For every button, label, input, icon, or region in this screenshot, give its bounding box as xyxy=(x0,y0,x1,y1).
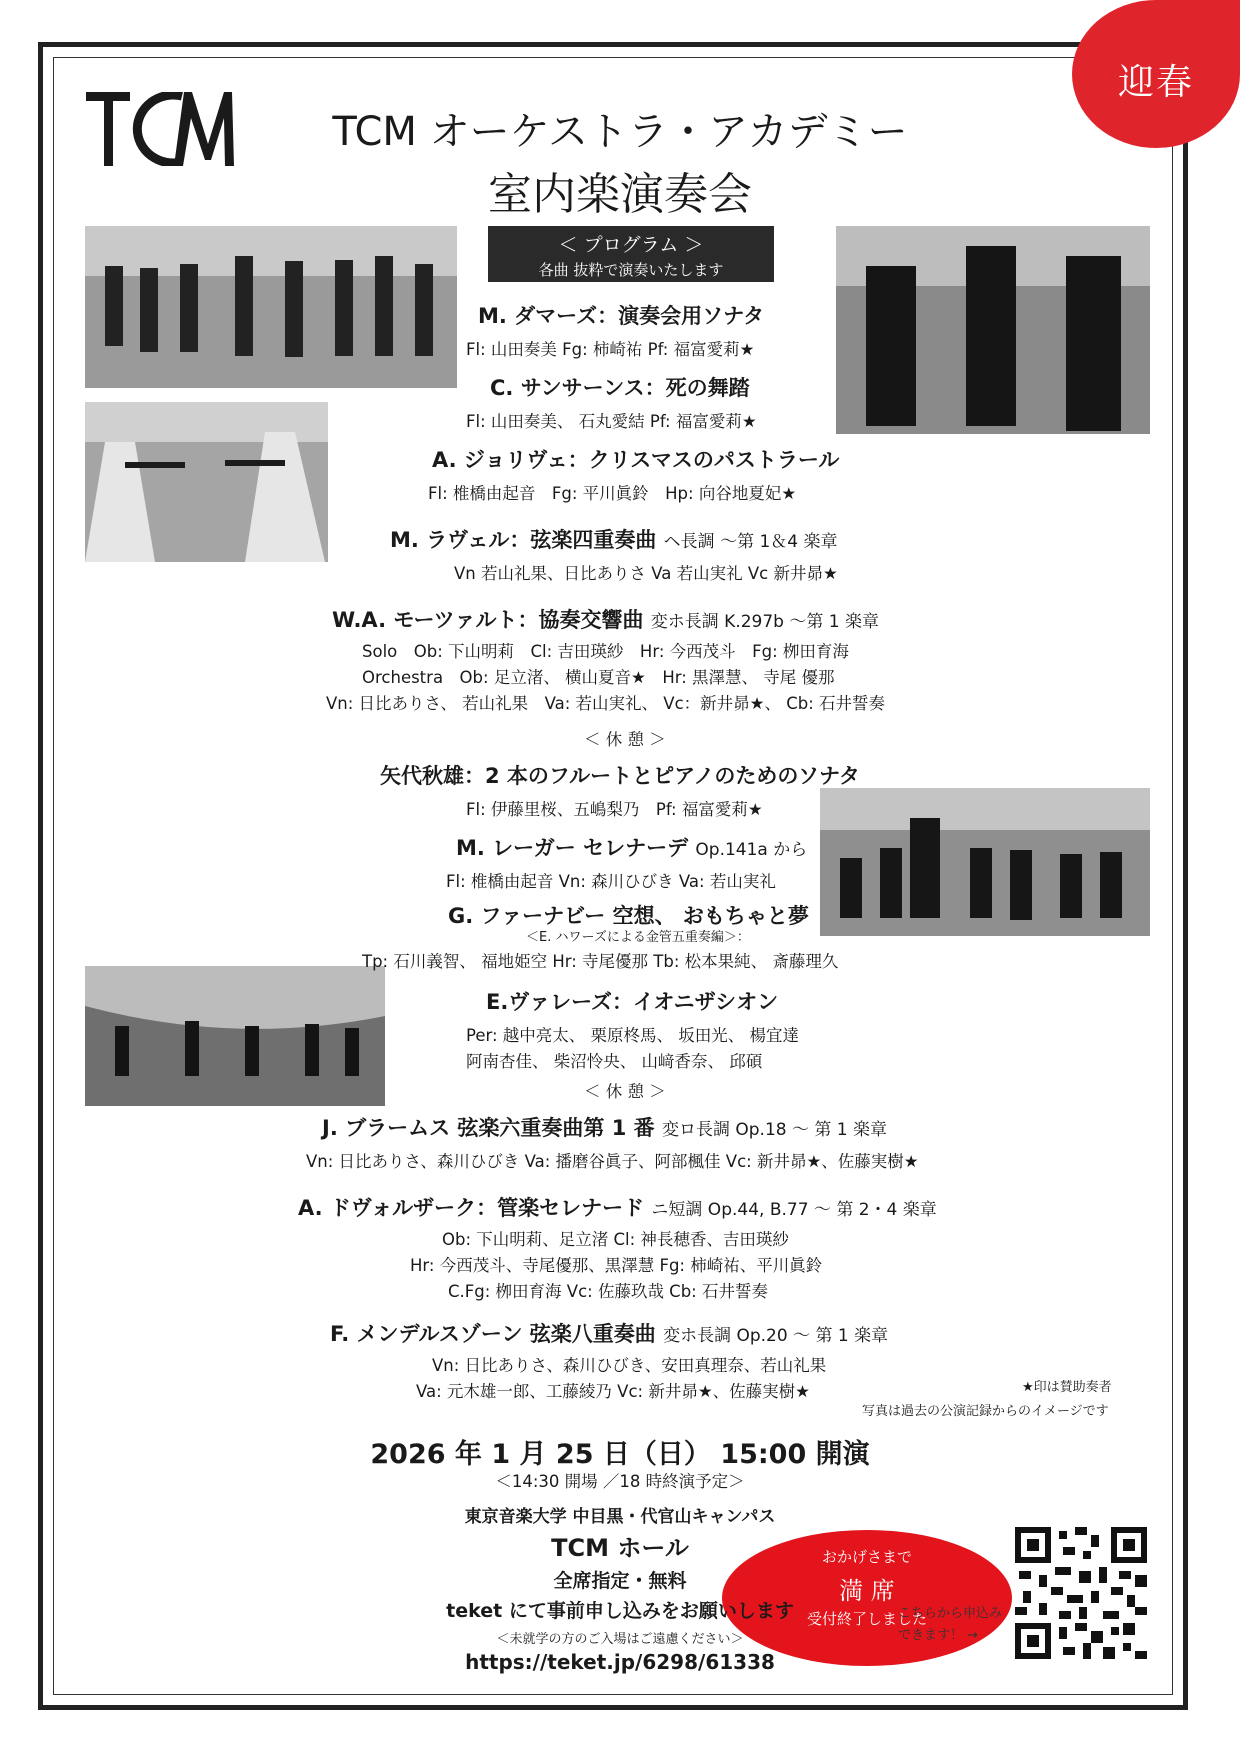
event-seating: 全席指定・無料 xyxy=(553,1570,687,1592)
performers-mozart-solo: Solo Ob: 下山明莉 Cl: 吉田瑛紗 Hr: 今西茂斗 Fg: 栁田育海 xyxy=(362,642,849,661)
performers-damase: Fl: 山田奏美 Fg: 柿崎祐 Pf: 福富愛莉★ xyxy=(466,340,755,359)
performers-dvorak-3: C.Fg: 栁田育海 Vc: 佐藤玖哉 Cb: 石井誓奏 xyxy=(448,1282,768,1301)
piece-title-damase: M. ダマーズ：演奏会用ソナタ xyxy=(478,304,765,328)
apply-note xyxy=(898,1603,1002,1647)
event-reserve: teket にて事前申し込みをお願いします xyxy=(446,1600,794,1622)
page-title: TCM オーケストラ・アカデミー xyxy=(332,109,908,155)
soldout-line1: おかげさまで xyxy=(821,1548,912,1566)
event-venue: 東京音楽大学 中目黒・代官山キャンパス xyxy=(464,1507,776,1527)
intermission-1: ＜ 休 憩 ＞ xyxy=(584,730,666,749)
photo-trio xyxy=(836,226,1150,434)
performers-ravel: Vn 若山礼果、日比ありさ Va 若山実礼 Vc 新井昴★ xyxy=(454,564,838,583)
program-note: 各曲 抜粋で演奏いたします xyxy=(538,261,724,279)
piece-name: A. ドヴォルザーク：管楽セレナード xyxy=(298,1196,645,1220)
piece-key: Op.141a から xyxy=(695,840,808,860)
arrangement-note-farnaby: ＜E. ハワーズによる金管五重奏編＞： xyxy=(526,930,750,945)
piece-title-ravel xyxy=(390,524,838,554)
qr-code[interactable] xyxy=(1015,1527,1147,1659)
program-heading: ＜ プログラム ＞ xyxy=(558,234,704,256)
piece-title-jolivet: A. ジョリヴェ：クリスマスのパストラール xyxy=(432,448,840,472)
piece-key: 変ホ長調 K.297b ～第 1 楽章 xyxy=(650,612,880,632)
performers-yashiro: Fl: 伊藤里桜、五嶋梨乃 Pf: 福富愛莉★ xyxy=(466,800,763,819)
piece-name: F. メンデルスゾーン 弦楽八重奏曲 xyxy=(330,1322,656,1346)
event-date: 2026 年 1 月 25 日（日） 15:00 開演 xyxy=(370,1439,870,1470)
apply-note-line2: できます！ → xyxy=(898,1628,979,1643)
event-children-note: ＜未就学の方のご入場はご遠慮ください＞ xyxy=(496,1632,744,1647)
intermission-2: ＜ 休 憩 ＞ xyxy=(584,1082,666,1101)
piece-title-mozart xyxy=(332,604,879,634)
piece-title-yashiro: 矢代秋雄：2 本のフルートとピアノのためのソナタ xyxy=(380,764,860,788)
performers-mendelssohn-2: Va: 元木雄一郎、工藤綾乃 Vc: 新井昴★、佐藤実樹★ xyxy=(416,1382,810,1401)
piece-name: M. レーガー セレナーデ xyxy=(456,836,689,860)
piece-title-reger xyxy=(456,832,807,862)
photo-woodwind-ensemble xyxy=(85,226,457,388)
piece-key: 変ロ長調 Op.18 ～ 第 1 楽章 xyxy=(661,1120,888,1140)
photo-note: 写真は過去の公演記録からのイメージです xyxy=(862,1404,1109,1419)
program-header xyxy=(488,226,774,282)
piece-key: 変ホ長調 Op.20 ～ 第 1 楽章 xyxy=(663,1326,889,1346)
performers-mozart-strings: Vn: 日比ありさ、 若山礼果 Va: 若山実礼、 Vc：新井昴★、 Cb: 石井誓奏 xyxy=(326,694,885,713)
apply-note-line1: こちらから申込み xyxy=(898,1606,1003,1621)
photo-percussion xyxy=(85,966,385,1106)
performers-dvorak-1: Ob: 下山明莉、足立渚 Cl: 神長穂香、吉田瑛紗 xyxy=(442,1230,789,1249)
piece-title-dvorak xyxy=(298,1192,937,1222)
performers-reger: Fl: 椎橋由起音 Vn: 森川ひびき Va: 若山実礼 xyxy=(446,872,776,891)
performers-saint-saens: Fl: 山田奏美、 石丸愛結 Pf: 福富愛莉★ xyxy=(466,412,757,431)
piece-name: J. ブラームス 弦楽六重奏曲第 1 番 xyxy=(322,1116,655,1140)
piece-key: ヘ長調 ～第 1＆4 楽章 xyxy=(663,532,838,552)
performers-farnaby: Tp: 石川義智、 福地姫空 Hr: 寺尾優那 Tb: 松本果純、 斎藤理久 xyxy=(362,952,839,971)
event-hall: TCM ホール xyxy=(551,1534,689,1562)
soldout-line2: 満 席 xyxy=(839,1577,895,1605)
performers-brahms: Vn: 日比ありさ、森川ひびき Va: 播磨谷眞子、阿部楓佳 Vc: 新井昴★、佐藤実樹★ xyxy=(306,1152,919,1171)
badge-label: 迎春 xyxy=(1117,61,1194,103)
piece-title-saint-saens: C. サンサーンス：死の舞踏 xyxy=(490,376,750,400)
piece-name: W.A. モーツァルト：協奏交響曲 xyxy=(332,608,644,632)
performers-mozart-orchestra: Orchestra Ob: 足立渚、 横山夏音★ Hr: 黒澤慧、 寺尾 優那 xyxy=(362,668,835,687)
soldout-line3: 受付終了しました xyxy=(806,1610,927,1628)
performers-varese-2: 阿南杏佳、 柴沼怜央、 山﨑香奈、 邱碩 xyxy=(466,1052,763,1071)
piece-name: M. ラヴェル：弦楽四重奏曲 xyxy=(390,528,657,552)
photo-chamber-ensemble xyxy=(820,788,1150,936)
piece-key: ニ短調 Op.44, B.77 ～ 第 2・4 楽章 xyxy=(651,1200,937,1220)
page-subtitle: 室内楽演奏会 xyxy=(488,169,752,220)
piece-title-varese: E.ヴァレーズ：イオニザシオン xyxy=(486,990,779,1014)
performers-jolivet: Fl: 椎橋由起音 Fg: 平川眞鈴 Hp: 向谷地夏妃★ xyxy=(428,484,797,503)
piece-title-mendelssohn xyxy=(330,1318,888,1348)
star-note: ★印は賛助奏者 xyxy=(1022,1380,1112,1395)
event-times: ＜14:30 開場 ／18 時終演予定＞ xyxy=(495,1472,745,1491)
piece-title-brahms xyxy=(322,1112,887,1142)
photo-flute-duo xyxy=(85,402,328,562)
ticket-url-link[interactable]: https://teket.jp/6298/61338 xyxy=(465,1650,775,1674)
performers-varese-1: Per: 越中亮太、 栗原柊馬、 坂田光、 楊宜達 xyxy=(466,1026,800,1045)
performers-dvorak-2: Hr: 今西茂斗、寺尾優那、黒澤慧 Fg: 柿崎祐、平川眞鈴 xyxy=(410,1256,823,1275)
performers-mendelssohn-1: Vn: 日比ありさ、森川ひびき、安田真理奈、若山礼果 xyxy=(432,1356,827,1375)
piece-title-farnaby: G. ファーナビー 空想、 おもちゃと夢 xyxy=(448,904,809,928)
